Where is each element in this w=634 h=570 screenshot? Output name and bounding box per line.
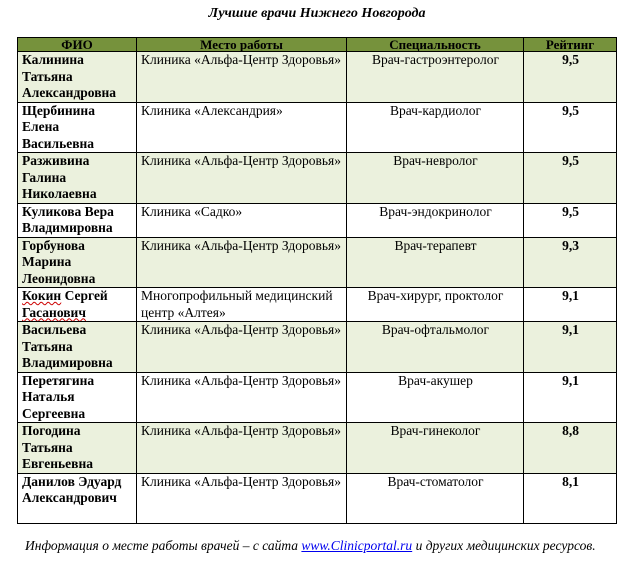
- doctors-table: [17, 37, 617, 524]
- table-row: [18, 423, 617, 474]
- doctor-rating: 8,1: [524, 473, 617, 523]
- doctor-specialty: Врач-кардиолог: [347, 102, 524, 153]
- doctor-name: Разживина Галина Николаевна: [18, 153, 137, 204]
- doctor-rating: 9,5: [524, 102, 617, 153]
- doctor-workplace: Клиника «Альфа-Центр Здоровья»: [137, 52, 347, 103]
- doctor-name: Калинина Татьяна Александровна: [18, 52, 137, 103]
- doctor-workplace: Клиника «Альфа-Центр Здоровья»: [137, 473, 347, 523]
- doctor-rating: 9,1: [524, 372, 617, 423]
- table-row: [18, 203, 617, 237]
- doctor-specialty: Врач-терапевт: [347, 237, 524, 288]
- source-note: [25, 538, 609, 554]
- header-specialty: Специальность: [347, 38, 524, 52]
- clinicportal-link[interactable]: www.Clinicportal.ru: [301, 538, 413, 553]
- doctor-workplace: Клиника «Альфа-Центр Здоровья»: [137, 322, 347, 373]
- doctor-name-first: Сергей: [61, 288, 108, 303]
- doctor-specialty: Врач-стоматолог: [347, 473, 524, 523]
- doctor-specialty: Врач-хирург, проктолог: [347, 288, 524, 322]
- table-row: [18, 237, 617, 288]
- doctor-rating: 9,3: [524, 237, 617, 288]
- table-row: [18, 153, 617, 204]
- table-row: [18, 52, 617, 103]
- doctor-name: Горбунова Марина Леонидовна: [18, 237, 137, 288]
- doctor-workplace: Клиника «Альфа-Центр Здоровья»: [137, 153, 347, 204]
- doctor-name: Перетягина Наталья Сергеевна: [18, 372, 137, 423]
- doctor-workplace: Клиника «Садко»: [137, 203, 347, 237]
- doctor-name: [18, 288, 137, 322]
- doctor-specialty: Врач-офтальмолог: [347, 322, 524, 373]
- header-workplace: Место работы: [137, 38, 347, 52]
- doctor-specialty: Врач-гастроэнтеролог: [347, 52, 524, 103]
- doctor-rating: 9,5: [524, 52, 617, 103]
- doctor-name: Щербинина Елена Васильевна: [18, 102, 137, 153]
- table-row: [18, 322, 617, 373]
- doctor-rating: 8,8: [524, 423, 617, 474]
- doctor-name: Погодина Татьяна Евгеньевна: [18, 423, 137, 474]
- doctor-specialty: Врач-акушер: [347, 372, 524, 423]
- source-note-prefix: Информация о месте работы врачей – с сайта: [25, 538, 302, 553]
- doctor-specialty: Врач-эндокринолог: [347, 203, 524, 237]
- doctor-rating: 9,5: [524, 153, 617, 204]
- table-row: [18, 102, 617, 153]
- doctor-workplace: Клиника «Александрия»: [137, 102, 347, 153]
- doctor-rating: 9,5: [524, 203, 617, 237]
- doctor-workplace: Клиника «Альфа-Центр Здоровья»: [137, 423, 347, 474]
- header-fio: ФИО: [18, 38, 137, 52]
- header-rating: Рейтинг: [524, 38, 617, 52]
- doctor-rating: 9,1: [524, 288, 617, 322]
- source-note-suffix: и других медицинских ресурсов.: [412, 538, 596, 553]
- doctor-workplace: Многопрофильный медицинский центр «Алтея»: [137, 288, 347, 322]
- table-row: [18, 473, 617, 523]
- table-header-row: [18, 38, 617, 52]
- doctor-name: Куликова Вера Владимировна: [18, 203, 137, 237]
- document-title: Лучшие врачи Нижнего Новгорода: [208, 6, 426, 21]
- doctor-workplace: Клиника «Альфа-Центр Здоровья»: [137, 372, 347, 423]
- doctor-specialty: Врач-гинеколог: [347, 423, 524, 474]
- doctor-name-patronymic: Гасанович: [22, 304, 86, 320]
- table-row: [18, 288, 617, 322]
- doctor-workplace: Клиника «Альфа-Центр Здоровья»: [137, 237, 347, 288]
- table-row: [18, 372, 617, 423]
- doctor-name: Васильева Татьяна Владимировна: [18, 322, 137, 373]
- doctor-name: Данилов Эдуард Александрович: [18, 473, 137, 523]
- doctor-specialty: Врач-невролог: [347, 153, 524, 204]
- doctor-rating: 9,1: [524, 322, 617, 373]
- doctor-name-surname: Кокин: [22, 288, 62, 303]
